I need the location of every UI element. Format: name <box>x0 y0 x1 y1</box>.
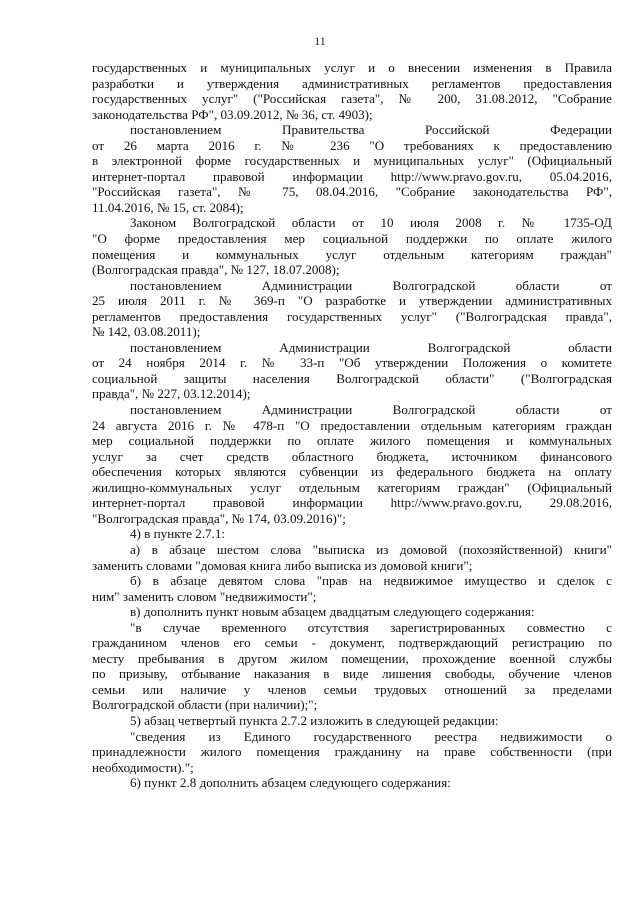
text-line: правда", № 227, 03.12.2014); <box>92 386 251 402</box>
text-line: 11.04.2016, № 15, ст. 2084); <box>92 199 244 215</box>
text-line: "сведения из Единого государственного реестра недвижимости о <box>130 728 612 744</box>
text-line: интернет-портал правовой информации http://www.pravo.gov.ru, 05.04.2016, <box>92 168 612 184</box>
text-line: государственных и муниципальных услуг и о внесении изменения в Правила <box>92 60 612 75</box>
text-line: законодательства РФ", 03.09.2012, № 36, ст. 4903); <box>92 106 373 122</box>
text-line: в) дополнить пункт новым абзацем двадцатым следующего содержания: <box>130 604 535 620</box>
text-line: семьи или наличие у членов семьи трудовых отношений за пределами <box>92 681 612 697</box>
text-line: месту пребывания в другом жилом помещении, прохождение военной службы <box>92 650 612 666</box>
text-line: государственных услуг" ("Российская газета", № 200, 31.08.2012, "Собрание <box>92 91 612 107</box>
text-line: 5) абзац четвертый пункта 2.7.2 изложить в следующей редакции: <box>130 712 499 728</box>
text-line: заменить словами "домовая книга либо выписка из домовой книги"; <box>92 557 473 573</box>
text-line: Волгоградской области (при наличии);"; <box>92 697 318 713</box>
text-line: принадлежности жилого помещения гражданину на праве собственности (при <box>92 744 612 760</box>
text-line: б) в абзаце девятом слова "прав на недвижимое имущество и сделок с <box>130 573 612 589</box>
text-line: мер социальной поддержки по оплате жилого помещения и коммунальных <box>92 433 612 449</box>
text-line: ним" заменить словом "недвижимости"; <box>92 588 317 604</box>
text-line: необходимости)."; <box>92 759 194 775</box>
text-line: регламентов предоставления государственных услуг" ("Волгоградская правда", <box>92 308 612 324</box>
page-number: 11 <box>314 34 326 48</box>
text-line: "в случае временного отсутствия зарегистрированных совместно с <box>130 619 612 635</box>
text-line: гражданином членов его семьи - документ, подтверждающий регистрацию по <box>92 635 612 651</box>
text-line: "Российская газета", № 75, 08.04.2016, "Собрание законодательства РФ", <box>92 184 612 200</box>
text-line: "О форме предоставления мер социальной поддержки по оплате жилого <box>92 231 612 247</box>
text-line: постановлением Правительства Российской Федерации <box>130 122 612 138</box>
text-line: обеспечения которых являются субвенции из федерального бюджета на оплату <box>92 464 612 480</box>
text-line: в электронной форме государственных и муниципальных услуг" (Официальный <box>92 153 612 169</box>
text-line: разработки и утверждения административных регламентов предоставления <box>92 75 612 91</box>
text-line: 24 августа 2016 г. № 478-п "О предоставлении отдельным категориям граждан <box>92 417 612 433</box>
text-line: помещения и коммунальных услуг отдельным категориям граждан" <box>92 246 612 262</box>
text-line: постановлением Администрации Волгоградской области <box>130 339 612 355</box>
text-line: 4) в пункте 2.7.1: <box>130 526 226 542</box>
text-line: а) в абзаце шестом слова "выписка из домовой (похозяйственной) книги" <box>130 541 612 557</box>
text-line: интернет-портал правовой информации http://www.pravo.gov.ru, 29.08.2016, <box>92 495 612 511</box>
text-line: № 142, 03.08.2011); <box>92 324 201 340</box>
text-line: по призыву, отбывание наказания в виде лишения свободы, обучение членов <box>92 666 612 682</box>
text-line: от 26 марта 2016 г. № 236 "О требованиях к предоставлению <box>92 137 612 153</box>
text-line: постановлением Администрации Волгоградской области от <box>130 402 612 418</box>
text-line: от 24 ноября 2014 г. № 33-п "Об утверждении Положения о комитете <box>92 355 612 371</box>
text-line: "Волгоградская правда", № 174, 03.09.2016)"; <box>92 510 346 526</box>
text-line: жилищно-коммунальных услуг отдельным категориям граждан" (Официальный <box>92 479 612 495</box>
text-line: (Волгоградская правда", № 127, 18.07.2008); <box>92 262 340 278</box>
text-line: услуг за счет средств областного бюджета, источником финансового <box>92 448 612 464</box>
text-line: 25 июля 2011 г. № 369-п "О разработке и утверждении административных <box>92 293 612 309</box>
text-line: Законом Волгоградской области от 10 июля 2008 г. № 1735-ОД <box>130 215 612 231</box>
text-line: 6) пункт 2.8 дополнить абзацем следующего содержания: <box>130 775 451 791</box>
document-body <box>92 60 612 791</box>
text-line: постановлением Администрации Волгоградской области от <box>130 277 612 293</box>
text-line: социальной защиты населения Волгоградской области" ("Волгоградская <box>92 370 612 386</box>
